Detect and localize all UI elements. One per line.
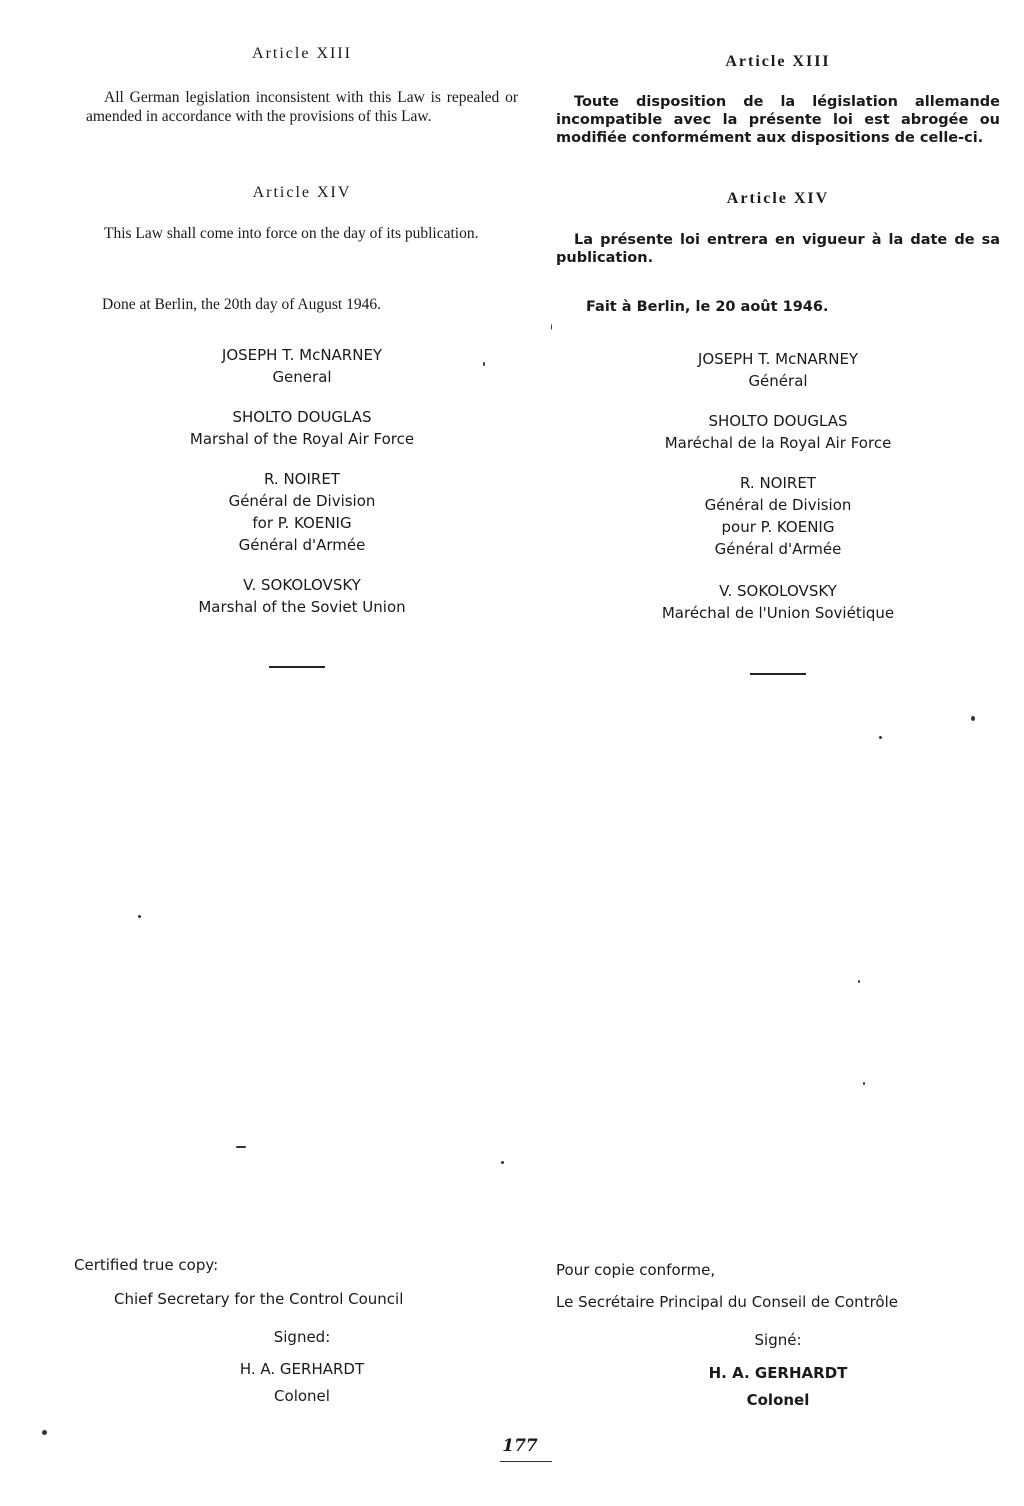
certifier-rank: Colonel <box>274 1387 330 1405</box>
place-date: Done at Berlin, the 20th day of August 1946. <box>102 296 381 313</box>
scan-speck <box>858 980 860 983</box>
certification-label: Certified true copy: <box>74 1256 219 1274</box>
signatory <box>86 468 518 556</box>
scan-speck <box>551 324 552 330</box>
signatory-name: JOSEPH T. McNARNEY <box>221 346 383 364</box>
signatory-title: for P. KOENIG <box>252 514 352 532</box>
article-13-text: All German legislation inconsistent with this Law is repealed or amended in accordance with the provisions of this Law. <box>86 89 518 125</box>
signatory-name: R. NOIRET <box>264 470 340 488</box>
signatory <box>86 344 518 388</box>
signatory-name: V. SOKOLOVSKY <box>719 582 837 600</box>
signatory-title: General <box>272 368 332 386</box>
certifier-rank: Colonel <box>746 1391 810 1409</box>
place-date: Fait à Berlin, le 20 août 1946. <box>586 299 829 315</box>
scan-speck <box>971 716 975 721</box>
signatory <box>556 410 1000 454</box>
signatory <box>86 574 518 618</box>
signatory <box>556 348 1000 392</box>
signatory-title: Maréchal de la Royal Air Force <box>664 434 892 452</box>
page-number-underline <box>500 1461 552 1462</box>
article-14-text: This Law shall come into force on the day of its publication. <box>104 225 479 242</box>
certification-office: Le Secrétaire Principal du Conseil de Contrôle <box>556 1293 898 1311</box>
article-14-heading: Article XIV <box>726 190 830 207</box>
signatory-title: Marshal of the Soviet Union <box>198 598 406 616</box>
article-13-heading: Article XIII <box>252 45 352 62</box>
section-divider <box>269 666 325 668</box>
scan-speck <box>879 736 882 739</box>
certifier-name: H. A. GERHARDT <box>708 1364 848 1382</box>
signed-label: Signed: <box>273 1328 331 1346</box>
signatory-title: Général <box>748 372 808 390</box>
signatory <box>86 406 518 450</box>
signatory-name: JOSEPH T. McNARNEY <box>697 350 859 368</box>
signatory-name: R. NOIRET <box>740 474 816 492</box>
article-13-heading: Article XIII <box>725 53 831 70</box>
scan-speck <box>501 1161 504 1164</box>
page-number: 177 <box>502 1436 538 1456</box>
signatory-name: SHOLTO DOUGLAS <box>232 408 372 426</box>
signatory <box>556 580 1000 624</box>
certifier-name: H. A. GERHARDT <box>239 1360 365 1378</box>
scan-speck <box>236 1146 246 1148</box>
section-divider <box>750 673 806 675</box>
certification-office: Chief Secretary for the Control Council <box>114 1290 404 1308</box>
signatory-title: Général d'Armée <box>714 540 842 558</box>
signatory-title: Général de Division <box>228 492 376 510</box>
signatory-name: V. SOKOLOVSKY <box>243 576 361 594</box>
scan-speck <box>483 362 485 366</box>
signatory-title: Maréchal de l'Union Soviétique <box>661 604 895 622</box>
signatory-title: Marshal of the Royal Air Force <box>189 430 415 448</box>
article-14-text: La présente loi entrera en vigueur à la date de sa publication. <box>556 232 1000 266</box>
signatory-title: Général d'Armée <box>238 536 366 554</box>
scan-speck <box>42 1430 47 1435</box>
article-13-text: Toute disposition de la législation allemande incompatible avec la présente loi est abrogée ou modifiée conformément aux dispositions de celle-ci. <box>556 94 1000 146</box>
scan-speck <box>863 1082 865 1085</box>
signatory <box>556 472 1000 560</box>
scan-speck <box>138 915 141 918</box>
signatory-title: pour P. KOENIG <box>721 518 835 536</box>
signatory-name: SHOLTO DOUGLAS <box>708 412 848 430</box>
signatory-title: Général de Division <box>704 496 852 514</box>
signed-label: Signé: <box>754 1331 802 1349</box>
certification-label: Pour copie conforme, <box>556 1261 716 1279</box>
article-14-heading: Article XIV <box>252 184 352 201</box>
